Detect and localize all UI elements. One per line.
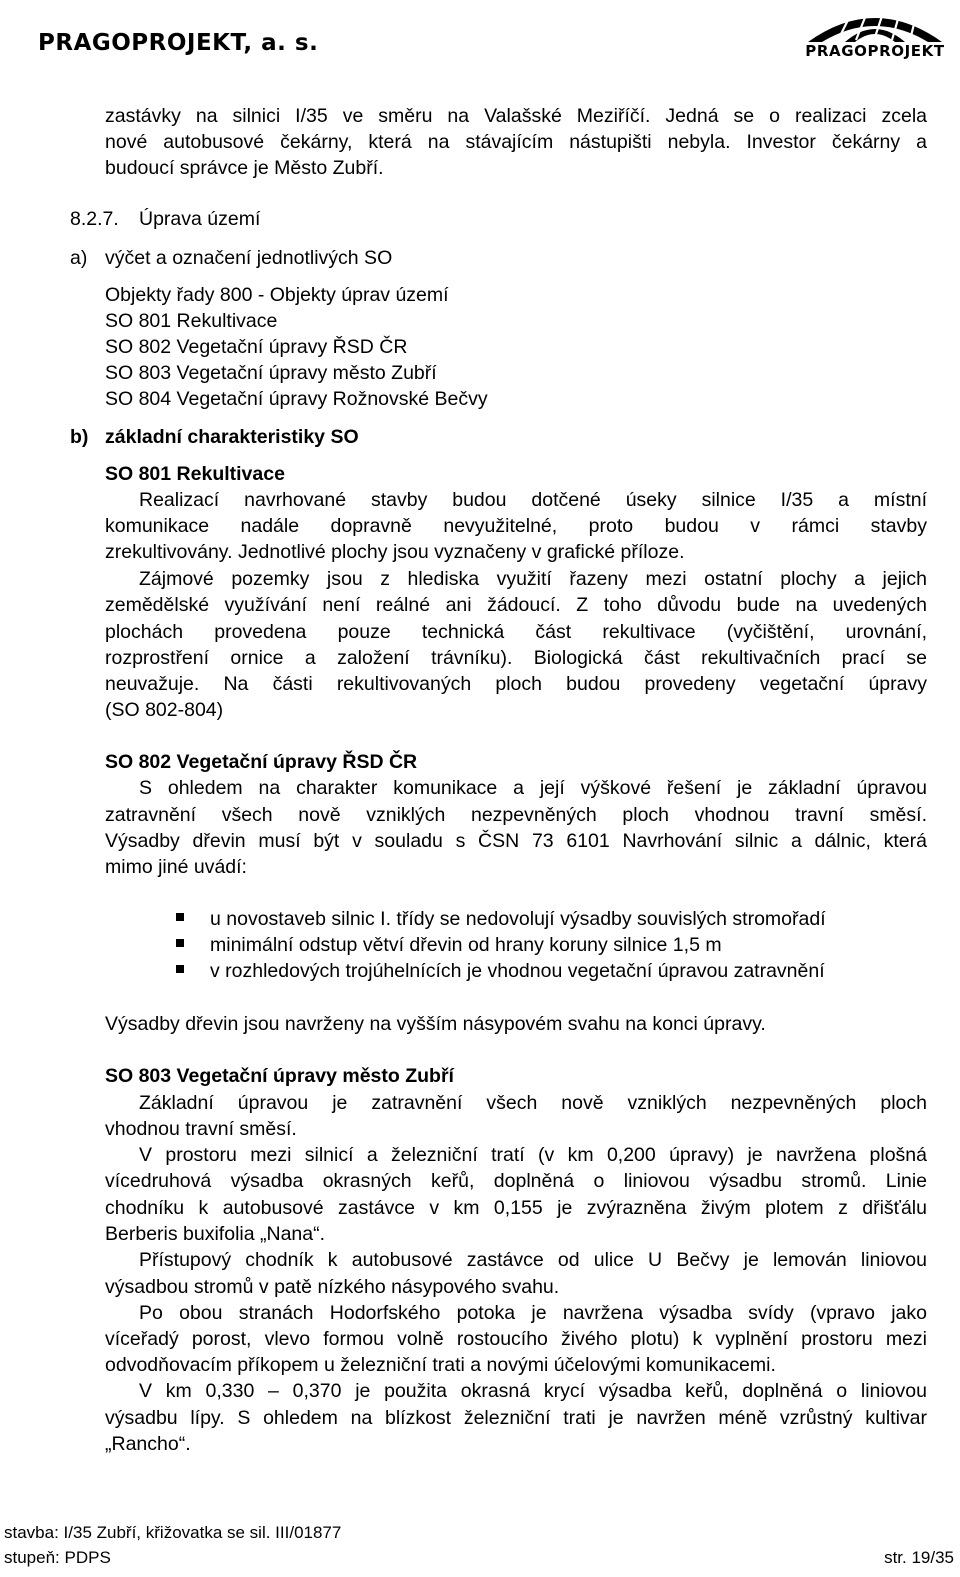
footer-stavba (4, 1523, 341, 1543)
bullet-square-icon (176, 913, 184, 921)
paragraph-line: rozprostření ornice a založení trávníku). Biologická část rekultivačních prací se (105, 647, 927, 669)
paragraph-line: víceřadý porost, vlevo formou volně rostoucího živého plotu) k vyplnění prostoru mezi (105, 1328, 927, 1350)
object-item: SO 804 Vegetační úpravy Rožnovské Bečvy (105, 388, 488, 410)
footer-stavba-label: stavba: (4, 1523, 59, 1542)
so801-heading: SO 801 Rekultivace (105, 463, 285, 485)
bullet-item: v rozhledových trojúhelnících je vhodnou vegetační úpravou zatravnění (210, 960, 825, 982)
paragraph-line: odvodňovacím příkopem u železniční trati a novými účelovými komunikacemi. (105, 1354, 776, 1376)
paragraph-line: Berberis buxifolia „Nana“. (105, 1223, 326, 1245)
paragraph-line: Výsadby dřevin jsou navrženy na vyšším násypovém svahu na konci úpravy. (105, 1013, 766, 1035)
paragraph-line: komunikace nadále dopravně nevyužitelné, proto budou v rámci stavby (105, 515, 927, 537)
object-item: SO 801 Rekultivace (105, 310, 278, 332)
page-number: str. 19/35 (884, 1548, 954, 1567)
paragraph-line: nové autobusové čekárny, která na stávajícím nástupišti nebyla. Investor čekárny a (105, 131, 927, 153)
footer-stavba-value: I/35 Zubří, křižovatka se sil. III/01877 (63, 1523, 342, 1542)
bullet-item: u novostaveb silnic I. třídy se nedovolují výsadby souvislých stromořadí (210, 908, 826, 930)
logo-text: PRAGOPROJEKT (805, 42, 945, 60)
paragraph-line: vhodnou travní směsí. (105, 1118, 297, 1140)
paragraph-line: Přístupový chodník k autobusové zastávce od ulice U Bečvy je lemován liniovou (139, 1249, 927, 1271)
bullet-square-icon (176, 965, 184, 973)
footer-stupen (4, 1548, 111, 1568)
objects-heading: Objekty řady 800 - Objekty úprav území (105, 284, 449, 306)
item-b-text: základní charakteristiky SO (105, 426, 359, 448)
footer-stupen-value: PDPS (64, 1548, 111, 1567)
paragraph-line: budoucí správce je Město Zubří. (105, 157, 384, 179)
paragraph-line: plochách provedena pouze technická část rekultivace (vyčištění, urovnání, (105, 621, 927, 643)
bullet-square-icon (176, 939, 184, 947)
paragraph-line: V prostoru mezi silnicí a železniční tratí (v km 0,200 úpravy) je navržena plošná (139, 1144, 927, 1166)
so803-heading: SO 803 Vegetační úpravy město Zubří (105, 1065, 454, 1087)
section-title: Úprava území (139, 208, 261, 230)
object-item: SO 803 Vegetační úpravy město Zubří (105, 362, 437, 384)
so802-heading: SO 802 Vegetační úpravy ŘSD ČR (105, 751, 418, 773)
item-b-label: b) (70, 426, 89, 448)
item-a-label: a) (70, 247, 88, 269)
paragraph-line: chodníku k autobusové zastávce v km 0,155 je zvýrazněna živým plotem z dřišťálu (105, 1197, 927, 1219)
logo-arch-icon (800, 4, 950, 44)
paragraph-line: Základní úpravou je zatravnění všech nově vzniklých nezpevněných ploch (139, 1092, 927, 1114)
item-a-text: výčet a označení jednotlivých SO (105, 247, 393, 269)
paragraph-line: zemědělské využívání není reálné ani žádoucí. Z toho důvodu bude na uvedených (105, 594, 927, 616)
paragraph-line: zastávky na silnici I/35 ve směru na Valašské Meziříčí. Jedná se o realizaci zcela (105, 105, 927, 127)
object-item: SO 802 Vegetační úpravy ŘSD ČR (105, 336, 408, 358)
company-name: PRAGOPROJEKT, a. s. (38, 30, 319, 56)
footer-stupen-label: stupeň: (4, 1548, 60, 1567)
paragraph-line: „Rancho“. (105, 1433, 191, 1455)
section-number: 8.2.7. (70, 208, 119, 230)
paragraph-line: zrekultivovány. Jednotlivé plochy jsou vyznačeny v grafické příloze. (105, 541, 685, 563)
paragraph-line: Výsadby dřevin musí být v souladu s ČSN 73 6101 Navrhování silnic a dálnic, která (105, 830, 927, 852)
paragraph-line: vícedruhová výsadba okrasných keřů, doplněná o liniovou výsadbu stromů. Linie (105, 1170, 927, 1192)
paragraph-line: výsadbu lípy. S ohledem na blízkost železniční trati je navržen méně vzrůstný kultivar (105, 1407, 927, 1429)
paragraph-line: Po obou stranách Hodorfského potoka je navržena výsadba svídy (vpravo jako (139, 1302, 927, 1324)
paragraph-line: zatravnění všech nově vzniklých nezpevněných ploch vhodnou travní směsí. (105, 804, 927, 826)
paragraph-line: Realizací navrhované stavby budou dotčené úseky silnice I/35 a místní (139, 489, 927, 511)
paragraph-line: mimo jiné uvádí: (105, 856, 247, 878)
paragraph-line: Zájmové pozemky jsou z hlediska využití řazeny mezi ostatní plochy a jejich (139, 568, 927, 590)
company-logo (800, 4, 950, 66)
paragraph-line: V km 0,330 – 0,370 je použita okrasná krycí výsadba keřů, doplněná o liniovou (139, 1380, 927, 1402)
paragraph-line: neuvažuje. Na části rekultivovaných ploch budou provedeny vegetační úpravy (105, 673, 927, 695)
paragraph-line: S ohledem na charakter komunikace a její výškové řešení je základní úpravou (139, 777, 927, 799)
paragraph-line: (SO 802-804) (105, 699, 224, 721)
bullet-item: minimální odstup větví dřevin od hrany koruny silnice 1,5 m (210, 934, 722, 956)
paragraph-line: výsadbou stromů v patě nízkého násypového svahu. (105, 1276, 560, 1298)
